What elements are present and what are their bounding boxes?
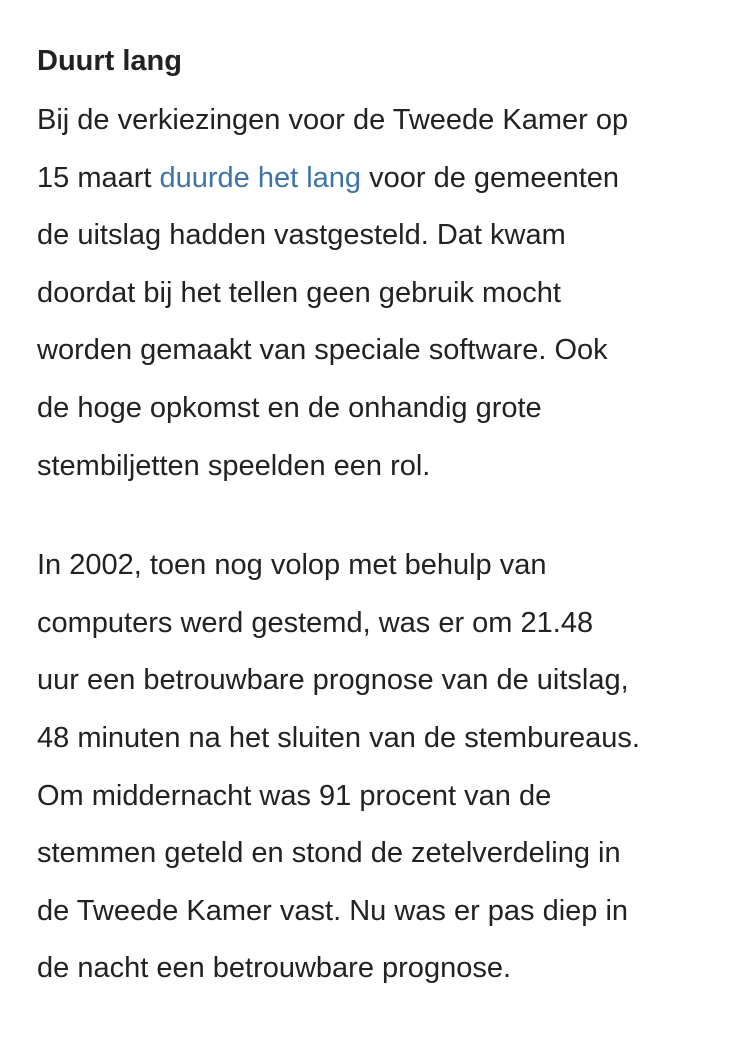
paragraph-1-line: Bij de verkiezingen voor de Tweede Kamer op [37,104,629,136]
paragraph-1 [37,92,727,495]
line-text: voor de gemeenten [361,161,620,194]
paragraph-1-line: de uitslag hadden vastgesteld. Dat kwam [37,219,566,252]
paragraph-2-line: In 2002, toen nog volop met behulp van [37,549,547,582]
paragraph-2-line: de Tweede Kamer vast. Nu was er pas diep in [37,894,629,927]
line-text: 15 maart [37,161,160,194]
paragraph-1-line: doordat bij het tellen geen gebruik mocht [37,276,561,309]
paragraph-1-line [37,150,727,208]
paragraph-1-line: de hoge opkomst en de onhandig grote [37,391,542,424]
article-link-duurde-het-lang[interactable]: duurde het lang [159,161,362,194]
article-section [37,38,727,998]
section-heading: Duurt lang [37,45,182,77]
paragraph-2 [37,537,727,998]
paragraph-1-line: stembiljetten speelden een rol. [37,449,431,482]
paragraph-2-line: computers werd gestemd, was er om 21.48 [37,606,594,639]
paragraph-2-line: stemmen geteld en stond de zetelverdeling in [37,837,621,870]
paragraph-1-line: worden gemaakt van speciale software. Ook [37,334,608,367]
paragraph-2-line: de nacht een betrouwbare prognose. [37,952,512,985]
paragraph-2-line: Om middernacht was 91 procent van de [37,779,552,812]
paragraph-2-line: 48 minuten na het sluiten van de stembureaus. [37,721,640,754]
paragraph-2-line: uur een betrouwbare prognose van de uitslag, [37,664,629,697]
